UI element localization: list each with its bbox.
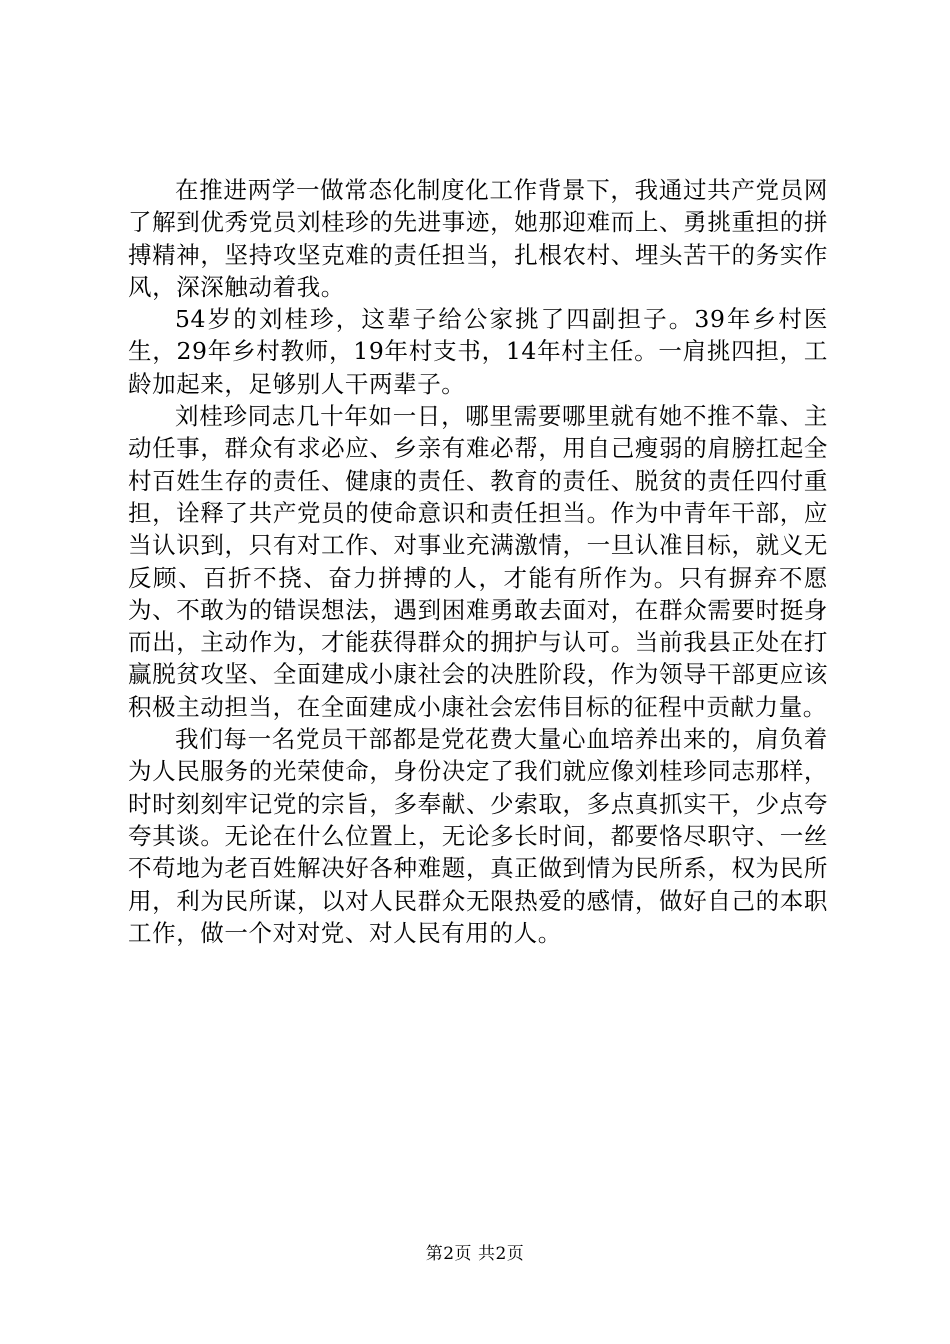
paragraph-1: 在推进两学一做常态化制度化工作背景下，我通过共产党员网了解到优秀党员刘桂珍的先进事迹，她那迎难而上、勇挑重担的拼搏精神，坚持攻坚克难的责任担当，扎根农村、埋头苦干的务实作风，深深触动着我。 bbox=[128, 176, 828, 301]
paragraph-3: 刘桂珍同志几十年如一日，哪里需要哪里就有她不推不靠、主动任事，群众有求必应、乡亲有难必帮，用自己瘦弱的肩膀扛起全村百姓生存的责任、健康的责任、教育的责任、脱贫的责任四付重担，诠释了共产党员的使命意识和责任担当。作为中青年干部，应当认识到，只有对工作、对事业充满激情，一旦认准目标，就义无反顾、百折不挠、奋力拼搏的人，才能有所作为。只有摒弃不愿为、不敢为的错误想法，遇到困难勇敢去面对，在群众需要时挺身而出，主动作为，才能获得群众的拥护与认可。当前我县正处在打赢脱贫攻坚、全面建成小康社会的决胜阶段，作为领导干部更应该积极主动担当，在全面建成小康社会宏伟目标的征程中贡献力量。 bbox=[128, 402, 828, 721]
paragraph-2: 54岁的刘桂珍，这辈子给公家挑了四副担子。39年乡村医生，29年乡村教师，19年村支书，14年村主任。一肩挑四担，工龄加起来，足够别人干两辈子。 bbox=[128, 305, 828, 398]
page-number-footer: 第2页 共2页 bbox=[425, 1244, 525, 1264]
paragraph-4: 我们每一名党员干部都是党花费大量心血培养出来的，肩负着为人民服务的光荣使命，身份决定了我们就应像刘桂珍同志那样，时时刻刻牢记党的宗旨，多奉献、少索取，多点真抓实干，少点夸夸其谈。无论在什么位置上，无论多长时间，都要恪尽职守、一丝不苟地为老百姓解决好各种难题，真正做到情为民所系，权为民所用，利为民所谋，以对人民群众无限热爱的感情，做好自己的本职工作，做一个对对党、对人民有用的人。 bbox=[128, 725, 828, 947]
document-body bbox=[128, 174, 828, 949]
